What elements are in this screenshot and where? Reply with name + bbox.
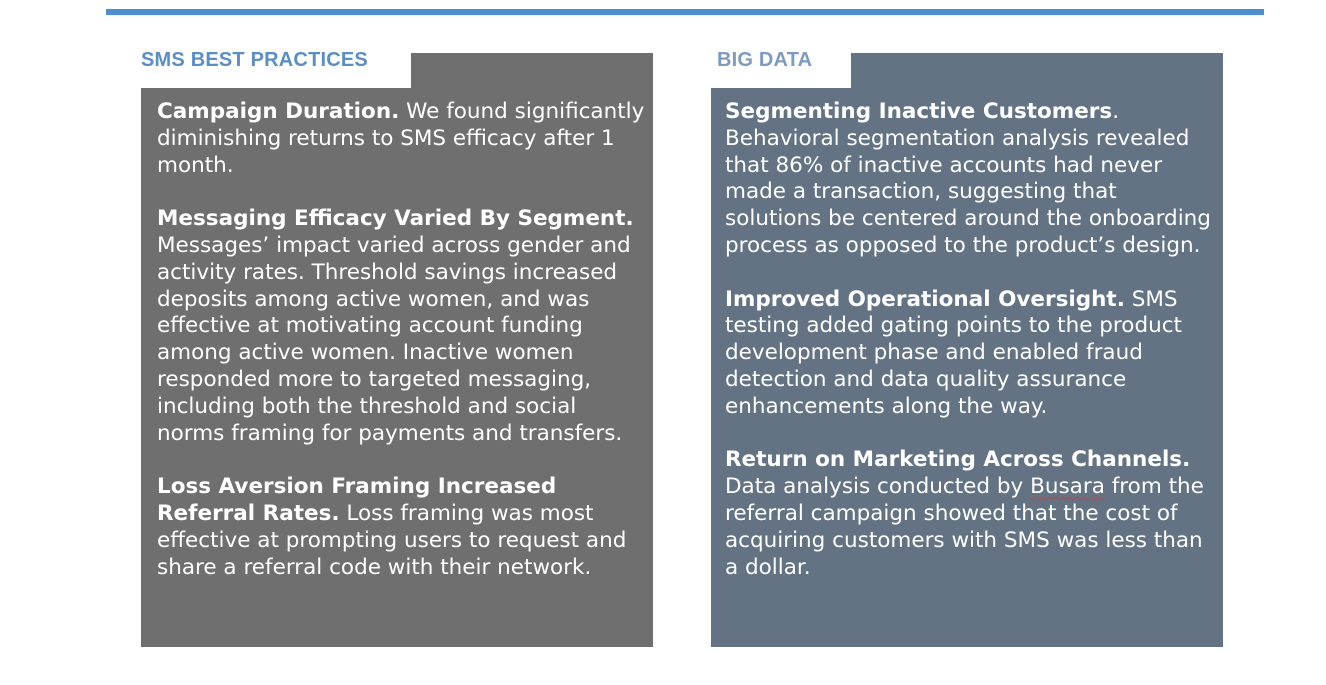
paragraph bbox=[725, 99, 1219, 260]
paragraph-text: Messages’ impact varied across gender and activity rates. Threshold savings increased deposits among active women, and was effective at motivating account funding among active women. Inactive women responded more to targeted messaging, including both the threshold and social norms framing for payments and transfers. bbox=[157, 232, 631, 446]
paragraph-heading: Campaign Duration. bbox=[157, 99, 400, 124]
section-title: SMS BEST PRACTICES bbox=[141, 49, 368, 71]
paragraph bbox=[157, 206, 647, 447]
paragraph bbox=[157, 474, 647, 581]
paragraph-heading: Loss Aversion Framing Increased Referral Rates. bbox=[157, 474, 557, 526]
paragraph-text: We found significantly diminishing returns to SMS efficacy after 1 month. bbox=[157, 99, 645, 178]
paragraph-text: from the referral campaign showed that the cost of acquiring customers with SMS was less than a dollar. bbox=[725, 474, 1204, 580]
paragraph-heading: Return on Marketing Across Channels. bbox=[725, 447, 1191, 473]
paragraph-heading: Messaging Efficacy Varied By Segment. bbox=[157, 206, 634, 232]
paragraph-text: Data analysis conducted by bbox=[725, 474, 1031, 500]
section-title: BIG DATA bbox=[717, 49, 813, 71]
paragraph bbox=[157, 99, 647, 179]
top-divider bbox=[106, 9, 1264, 15]
panel-body bbox=[725, 99, 1219, 608]
paragraph-heading: Segmenting Inactive Customers bbox=[725, 99, 1113, 124]
big-data-panel bbox=[711, 53, 1223, 647]
paragraph-text: . Behavioral segmentation analysis revealed that 86% of inactive accounts had never made a transaction, suggesting that solutions be centered around the onboarding process as opposed to the product’s design. bbox=[725, 99, 1211, 258]
paragraph bbox=[725, 287, 1219, 421]
paragraph bbox=[725, 447, 1219, 581]
sms-best-practices-panel bbox=[141, 53, 653, 647]
paragraph-heading: Improved Operational Oversight. bbox=[725, 286, 1125, 312]
panel-body bbox=[157, 99, 647, 608]
spellcheck-flagged-word[interactable]: Busara bbox=[1030, 474, 1105, 500]
paragraph-text: Loss framing was most effective at prompting users to request and share a referral code with their network. bbox=[157, 500, 627, 580]
paragraph-text: SMS testing added gating points to the product development phase and enabled fraud detection and data quality assurance enhancements along the way. bbox=[725, 286, 1182, 419]
